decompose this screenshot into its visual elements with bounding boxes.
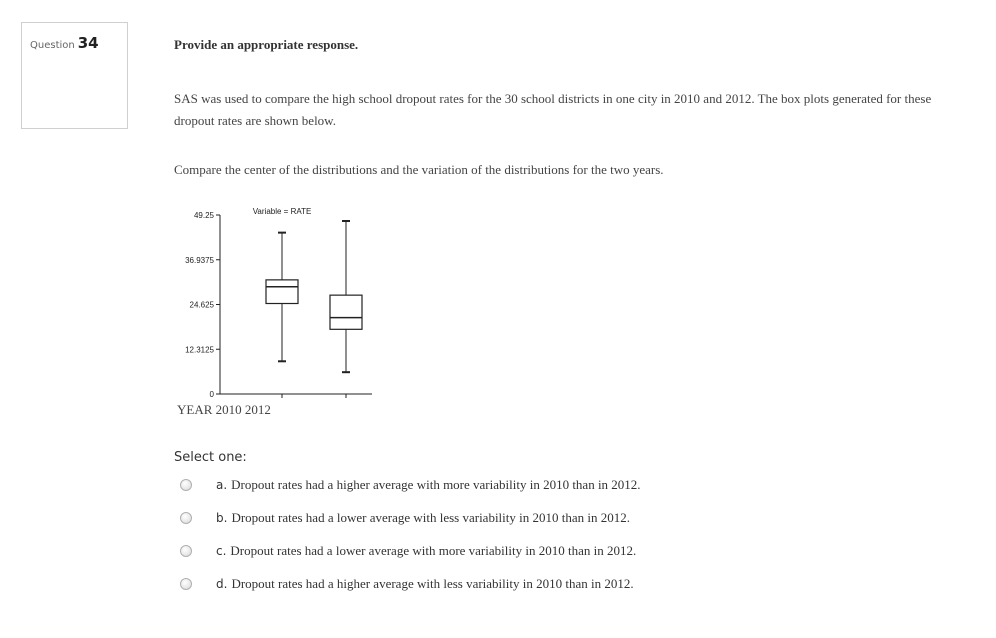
option-d[interactable] (180, 574, 634, 594)
question-paragraph-context: SAS was used to compare the high school dropout rates for the 30 school districts in one city in 2010 and 2012. The box plots generated for these dropout rates are shown below. (174, 91, 932, 128)
select-one-label: Select one: (174, 450, 247, 465)
question-content (174, 37, 974, 177)
chart-x-axis-label: YEAR 2010 2012 (177, 402, 271, 417)
question-paragraph-task: Compare the center of the distributions and the variation of the distributions for the two years. (174, 162, 664, 177)
box-2010-iqr-box (266, 280, 298, 304)
option-c[interactable] (180, 541, 636, 561)
chart-layer (185, 207, 372, 399)
question-info-box (21, 22, 128, 129)
option-d-letter: d. (216, 577, 228, 591)
y-tick-label-2: 24.625 (189, 300, 214, 310)
option-c-text: Dropout rates had a lower average with more variability in 2010 than in 2012. (230, 543, 637, 558)
y-tick-label-1: 12.3125 (185, 345, 214, 355)
option-b-text: Dropout rates had a lower average with less variability in 2010 than in 2012. (231, 510, 631, 525)
radio-button-a[interactable] (180, 479, 192, 491)
question-number: 34 (77, 34, 99, 52)
radio-button-c[interactable] (180, 545, 192, 557)
option-b-letter: b. (216, 511, 228, 525)
question-heading: Provide an appropriate response. (174, 37, 359, 52)
radio-button-d[interactable] (180, 578, 192, 590)
option-a-text: Dropout rates had a higher average with more variability in 2010 than in 2012. (231, 477, 641, 492)
option-d-text: Dropout rates had a higher average with less variability in 2010 than in 2012. (231, 576, 634, 591)
question-label: Question (30, 40, 75, 51)
chart-title: Variable = RATE (252, 207, 312, 216)
option-a[interactable] (180, 475, 641, 495)
option-b[interactable] (180, 508, 630, 528)
y-tick-label-4: 49.25 (193, 211, 214, 220)
box-plot-chart (170, 200, 380, 405)
y-tick-label-0: 0 (209, 390, 214, 399)
box-2012-iqr-box (330, 295, 362, 329)
y-tick-label-3: 36.9375 (185, 255, 214, 265)
option-a-letter: a. (216, 478, 228, 492)
radio-button-b[interactable] (180, 512, 192, 524)
option-c-letter: c. (216, 544, 227, 558)
